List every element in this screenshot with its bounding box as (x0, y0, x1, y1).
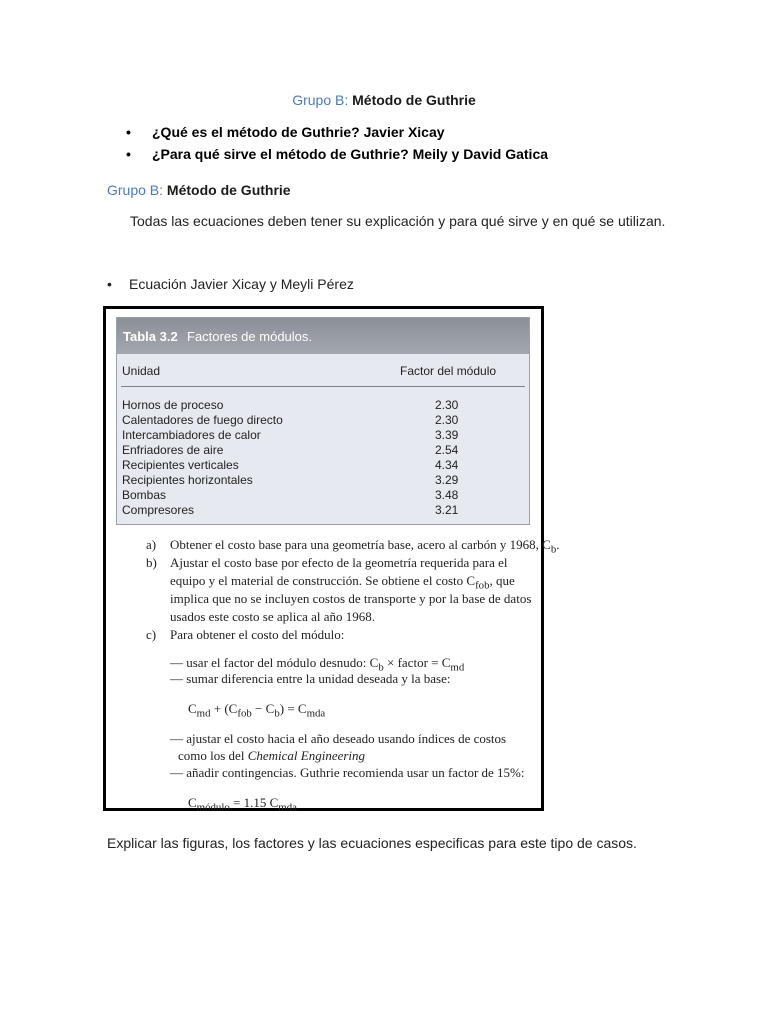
subscript: módulo (196, 801, 230, 814)
scanned-figure (103, 306, 560, 814)
table-row-unit: Hornos de proceso (122, 398, 224, 412)
dash-item-continued (178, 748, 365, 764)
eq-part: + (C (210, 701, 238, 716)
step-text: Ajustar el costo base por efecto de la geometría requerida para el (170, 555, 508, 570)
eq-part: ) = C (279, 701, 307, 716)
question-text: ¿Para qué sirve el método de Guthrie? Meily y David Gatica (152, 146, 549, 162)
scanned-page (116, 317, 560, 814)
subscript: md (450, 661, 465, 674)
step-a-text: Obtener el costo base para una geometría base, acero al carbón y 1968, C (170, 537, 551, 552)
section-group: Grupo B: (107, 182, 164, 198)
bullet-icon: • (107, 276, 112, 292)
closing-paragraph: Explicar las figuras, los factores y las ecuaciones especificas para este tipo de casos. (107, 835, 637, 851)
table-title: Tabla 3.2 (123, 329, 178, 344)
title-group: Grupo B: (292, 92, 349, 108)
equation (188, 701, 325, 720)
subscript: fob (475, 579, 490, 592)
table-row-factor: 3.39 (435, 428, 459, 442)
step-text: Para obtener el costo del módulo: (170, 627, 345, 642)
table-row-unit: Bombas (122, 488, 167, 502)
subscript: b (378, 661, 384, 674)
equation-bullet-text: Ecuación Javier Xicay y Meyli Pérez (129, 276, 354, 292)
step-text (170, 573, 515, 592)
step-text: usados este costo se aplica al año 1968. (170, 609, 376, 624)
section-heading (107, 182, 291, 198)
table-row-factor: 3.21 (435, 503, 459, 517)
title-text: Método de Guthrie (352, 92, 476, 108)
equation (188, 795, 297, 814)
step-label: b) (146, 555, 157, 570)
bullet-icon: • (126, 124, 131, 140)
dash-item: — ajustar el costo hacia el año deseado usando índices de costos (170, 731, 507, 746)
dash-text: — usar el factor del módulo desnudo: C (170, 655, 379, 670)
dash-item: — sumar diferencia entre la unidad deseada y la base: (170, 671, 451, 686)
subscript: md (196, 707, 211, 720)
eq-part: C (188, 701, 197, 716)
subscript: fob (237, 707, 252, 720)
table-caption: Factores de módulos. (187, 329, 313, 344)
table-header-bar (117, 318, 529, 354)
table-row-factor: 2.54 (435, 443, 459, 457)
column-header-factor: Factor del módulo (400, 364, 497, 378)
eq-part: = 1.15 C (229, 795, 279, 810)
dash-text: como los del (178, 748, 248, 763)
step-text: implica que no se incluyen costos de transporte y por la base de datos (170, 591, 532, 606)
step-b-text: equipo y el material de construcción. Se obtiene el costo C (170, 573, 476, 588)
subscript: mda (306, 707, 326, 720)
dash-item: — añadir contingencias. Guthrie recomienda usar un factor de 15%: (170, 765, 525, 780)
intro-paragraph: Todas las ecuaciones deben tener su explicación y para qué sirve y en qué se utilizan. (130, 213, 666, 229)
section-title: Método de Guthrie (166, 182, 291, 198)
subscript: b (550, 543, 557, 556)
table-row-factor: 2.30 (435, 398, 459, 412)
column-header-unit: Unidad (122, 364, 161, 378)
table-row-factor: 3.48 (435, 488, 459, 502)
eq-part: C (188, 795, 197, 810)
table-row-factor: 2.30 (435, 413, 459, 427)
step-b-tail: , que (489, 573, 515, 588)
eq-part: − C (251, 701, 275, 716)
step-label: a) (146, 537, 157, 552)
table-row-unit: Calentadores de fuego directo (122, 413, 283, 427)
table-divider (121, 386, 525, 387)
table-row-factor: 4.34 (435, 458, 459, 472)
step-label: c) (146, 627, 157, 642)
question-text: ¿Qué es el método de Guthrie? Javier Xicay (152, 124, 445, 140)
journal-name: Chemical Engineering (247, 748, 366, 763)
bullet-icon: • (126, 146, 131, 162)
subscript: b (274, 707, 280, 720)
table-row-unit: Recipientes verticales (122, 458, 239, 472)
table-row-unit: Recipientes horizontales (122, 473, 253, 487)
dash-text: × factor = C (383, 655, 451, 670)
table-row-unit: Compresores (122, 503, 195, 517)
subscript: mda (278, 801, 297, 814)
module-factor-table (116, 317, 530, 525)
table-row-unit: Intercambiadores de calor (122, 428, 261, 442)
table-row-factor: 3.29 (435, 473, 459, 487)
step-text: Obtener el costo base para una geometría base, acero al carbón y 1968, $C_b$. (170, 537, 560, 556)
table-row-unit: Enfriadores de aire (122, 443, 224, 457)
page-title (0, 92, 768, 108)
